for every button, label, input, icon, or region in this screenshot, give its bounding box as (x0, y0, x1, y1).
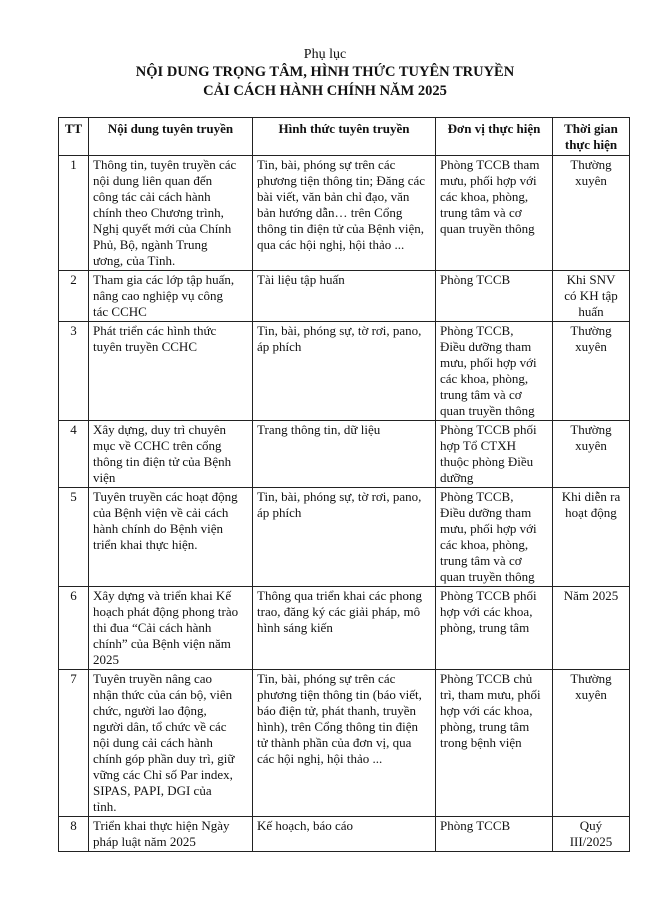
row-form: Tin, bài, phóng sự trên các phương tiện thông tin; Đăng các bài viết, văn bản chỉ đạo, văn bản hướng dẫn… trên Cổng thông tin điện tử của Bệnh viện, qua các hội nghị, hội thảo ... (253, 156, 436, 271)
row-form: Tin, bài, phóng sự trên các phương tiện thông tin (báo viết, báo điện tử, phát thanh, truyền hình), trên Cổng thông tin điện tử thành phần của đơn vị, qua các hội nghị, hội thảo ... (253, 670, 436, 817)
table-row (59, 421, 630, 488)
row-content: Tuyên truyền các hoạt động của Bệnh viện về cải cách hành chính do Bệnh viện triển khai thực hiện. (89, 488, 253, 587)
row-time: Quý III/2025 (553, 817, 630, 852)
table-row (59, 156, 630, 271)
row-unit: Phòng TCCB (436, 271, 553, 322)
row-number: 2 (59, 271, 89, 322)
row-content: Xây dựng và triển khai Kế hoạch phát động phong trào thi đua “Cải cách hành chính” của Bệnh viện năm 2025 (89, 587, 253, 670)
table-row (59, 322, 630, 421)
row-content: Tuyên truyền nâng cao nhận thức của cán bộ, viên chức, người lao động, người dân, tổ chức về các nội dung cải cách hành chính góp phần duy trì, giữ vững các Chỉ số Par index, SIPAS, PAPI, DGI của tỉnh. (89, 670, 253, 817)
column-header-unit: Đơn vị thực hiện (436, 118, 553, 156)
row-unit: Phòng TCCB (436, 817, 553, 852)
row-number: 3 (59, 322, 89, 421)
row-unit: Phòng TCCB, Điều dưỡng tham mưu, phối hợp với các khoa, phòng, trung tâm và cơ quan truyền thông (436, 322, 553, 421)
column-header-time: Thời gian thực hiện (553, 118, 630, 156)
row-form: Thông qua triển khai các phong trao, đăng ký các giải pháp, mô hình sáng kiến (253, 587, 436, 670)
row-time: Thường xuyên (553, 322, 630, 421)
row-unit: Phòng TCCB tham mưu, phối hợp với các khoa, phòng, trung tâm và cơ quan truyền thông (436, 156, 553, 271)
row-content: Phát triển các hình thức tuyên truyền CCHC (89, 322, 253, 421)
row-number: 6 (59, 587, 89, 670)
row-content: Thông tin, tuyên truyền các nội dung liên quan đến công tác cải cách hành chính theo Chương trình, Nghị quyết mới của Chính Phủ, Bộ, ngành Trung ương, của Tỉnh. (89, 156, 253, 271)
row-content: Tham gia các lớp tập huấn, nâng cao nghiệp vụ công tác CCHC (89, 271, 253, 322)
table-row (59, 271, 630, 322)
row-time: Khi SNV có KH tập huấn (553, 271, 630, 322)
row-content: Triển khai thực hiện Ngày pháp luật năm 2025 (89, 817, 253, 852)
row-number: 7 (59, 670, 89, 817)
row-content: Xây dựng, duy trì chuyên mục về CCHC trên cổng thông tin điện tử của Bệnh viện (89, 421, 253, 488)
row-form: Kế hoạch, báo cáo (253, 817, 436, 852)
row-time: Năm 2025 (553, 587, 630, 670)
page-title-line-2: CẢI CÁCH HÀNH CHÍNH NĂM 2025 (203, 83, 447, 99)
row-time: Thường xuyên (553, 421, 630, 488)
page-header (0, 46, 650, 101)
row-unit: Phòng TCCB chủ trì, tham mưu, phối hợp với các khoa, phòng, trung tâm trong bệnh viện (436, 670, 553, 817)
page-title-line-1: NỘI DUNG TRỌNG TÂM, HÌNH THỨC TUYÊN TRUYỀN (135, 64, 515, 80)
table-row (59, 670, 630, 817)
row-form: Tin, bài, phóng sự, tờ rơi, pano, áp phích (253, 322, 436, 421)
row-number: 4 (59, 421, 89, 488)
row-number: 1 (59, 156, 89, 271)
column-header-content: Nội dung tuyên truyền (89, 118, 253, 156)
column-header-tt: TT (59, 118, 89, 156)
row-time: Thường xuyên (553, 156, 630, 271)
row-time: Khi diễn ra hoạt động (553, 488, 630, 587)
row-time: Thường xuyên (553, 670, 630, 817)
row-unit: Phòng TCCB phối hợp với các khoa, phòng, trung tâm (436, 587, 553, 670)
column-header-form: Hình thức tuyên truyền (253, 118, 436, 156)
row-form: Tài liệu tập huấn (253, 271, 436, 322)
table-header-row (59, 118, 630, 156)
appendix-label: Phụ lục (303, 47, 347, 62)
table-row (59, 587, 630, 670)
row-form: Trang thông tin, dữ liệu (253, 421, 436, 488)
table-row (59, 488, 630, 587)
propaganda-plan-table (58, 117, 630, 852)
row-number: 5 (59, 488, 89, 587)
row-form: Tin, bài, phóng sự, tờ rơi, pano, áp phích (253, 488, 436, 587)
row-unit: Phòng TCCB, Điều dưỡng tham mưu, phối hợp với các khoa, phòng, trung tâm và cơ quan truyền thông (436, 488, 553, 587)
table-row (59, 817, 630, 852)
row-number: 8 (59, 817, 89, 852)
row-unit: Phòng TCCB phối hợp Tổ CTXH thuộc phòng Điều dưỡng (436, 421, 553, 488)
